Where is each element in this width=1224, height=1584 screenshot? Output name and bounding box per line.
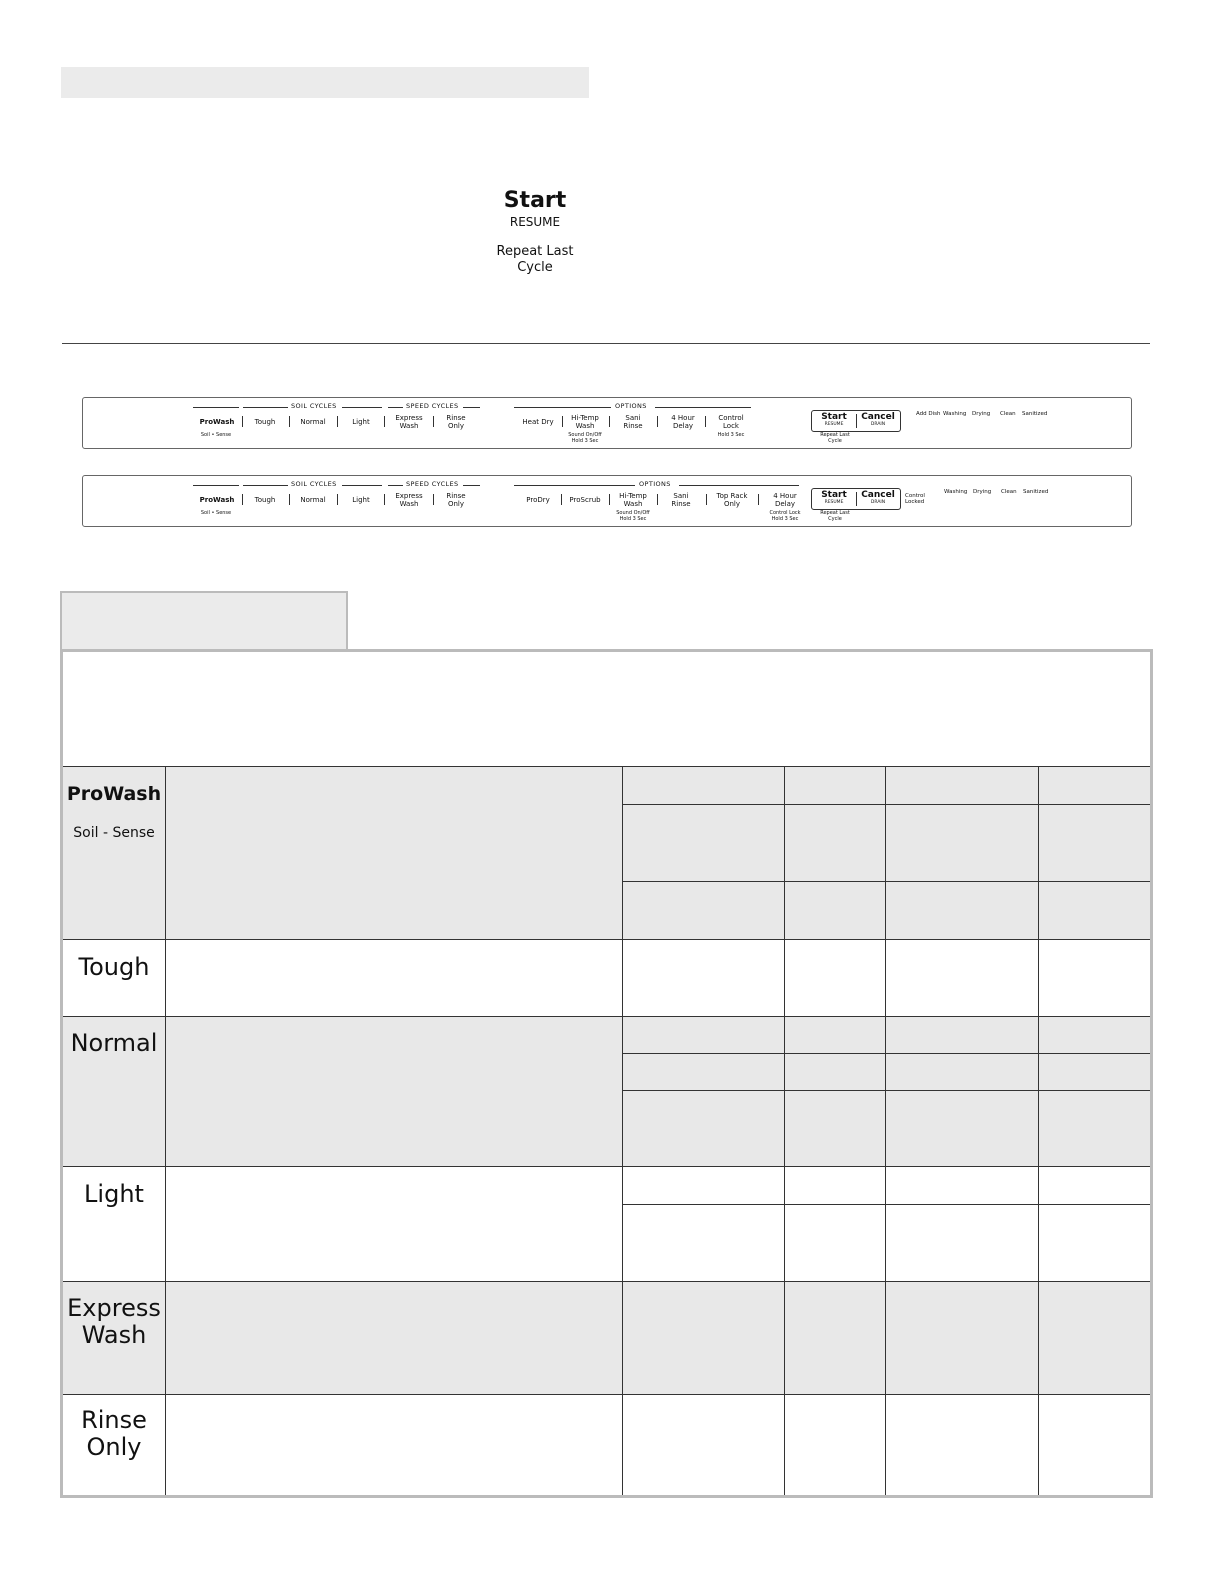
soil-sense-label: Soil • Sense	[200, 510, 232, 516]
express-wash-button[interactable]	[395, 492, 422, 508]
prowash-button[interactable]: ProWash	[199, 418, 235, 426]
status-washing: Washing	[943, 411, 967, 417]
cancel-button[interactable]	[856, 413, 900, 428]
separator	[562, 416, 563, 427]
label-line: Locked	[905, 499, 925, 505]
tough-button[interactable]: Tough	[254, 418, 276, 426]
separator	[609, 494, 610, 505]
cycle-label-express-wash	[63, 1295, 165, 1349]
column-divider	[1038, 766, 1039, 1495]
start-label: Start	[821, 412, 847, 422]
label-line: Cycle	[828, 515, 842, 522]
caption-line	[514, 407, 611, 408]
label-line: Hold 3 Sec	[771, 515, 799, 522]
label-line: 4 Hour	[671, 414, 695, 422]
label-line: Sound On/Off	[616, 510, 650, 516]
start-button[interactable]	[812, 413, 856, 428]
separator	[657, 416, 658, 427]
start-label: Start	[821, 490, 847, 500]
horizontal-divider	[62, 343, 1150, 344]
sound-hold-label	[568, 433, 602, 444]
subrow-divider	[622, 1053, 1150, 1054]
caption-options: OPTIONS	[639, 480, 671, 488]
label-line: Repeat Last	[820, 510, 850, 516]
caption-soil-cycles: SOIL CYCLES	[291, 480, 337, 488]
caption-line	[388, 407, 403, 408]
label-line: Rinse	[446, 414, 466, 422]
separator	[433, 494, 434, 505]
caption-line	[514, 485, 635, 486]
caption-line	[342, 485, 382, 486]
express-wash-button[interactable]	[395, 414, 422, 430]
repeat-last-cycle-label	[460, 244, 610, 276]
caption-line	[193, 485, 239, 486]
separator	[705, 416, 706, 427]
separator	[657, 494, 658, 505]
sound-hold-label	[616, 511, 650, 522]
resume-label: RESUME	[824, 500, 844, 505]
caption-line	[388, 485, 403, 486]
caption-line	[463, 485, 480, 486]
control-panel-1	[82, 397, 1132, 449]
label-line: Cycle	[828, 437, 842, 444]
separator	[609, 416, 610, 427]
proscrub-button[interactable]: ProScrub	[569, 496, 601, 504]
label-line: Only	[447, 422, 465, 430]
repeat-line-1: Repeat Last	[496, 244, 574, 259]
table-header-tab	[60, 591, 348, 649]
separator	[384, 494, 385, 505]
separator	[242, 494, 243, 505]
drain-label: DRAIN	[870, 422, 886, 427]
label-line: Wash	[575, 422, 595, 430]
label-line: Repeat Last	[820, 432, 850, 438]
label-line: Rinse	[446, 492, 466, 500]
row-divider	[63, 1394, 1150, 1395]
label-line: Hi-Temp	[571, 414, 599, 422]
caption-speed-cycles: SPEED CYCLES	[406, 480, 459, 488]
top-rack-only-button[interactable]	[717, 492, 748, 508]
label-line: Control	[905, 493, 925, 499]
status-add-dish: Add Dish	[916, 411, 941, 417]
separator	[561, 494, 562, 505]
repeat-last-cycle-label	[820, 433, 850, 444]
separator	[337, 494, 338, 505]
label-line: Control	[718, 414, 744, 422]
label-line: Rinse	[671, 500, 691, 508]
cycle-label-tough: Tough	[78, 953, 150, 981]
hi-temp-wash-button[interactable]	[571, 414, 599, 430]
row-divider	[63, 1016, 1150, 1017]
normal-button[interactable]: Normal	[300, 418, 326, 426]
control-lock-hold-label	[769, 511, 800, 522]
prowash-button[interactable]: ProWash	[199, 496, 235, 504]
row-divider	[63, 1281, 1150, 1282]
label-line: Wash	[81, 1321, 147, 1349]
column-divider	[885, 766, 886, 1495]
label-line: Wash	[399, 422, 419, 430]
control-lock-button[interactable]	[718, 414, 743, 430]
label-line: Sound On/Off	[568, 432, 602, 438]
label-line: Only	[447, 500, 465, 508]
label-line: Delay	[774, 500, 796, 508]
label-line: Only	[723, 500, 741, 508]
subrow-divider	[622, 1204, 1150, 1205]
caption-speed-cycles: SPEED CYCLES	[406, 402, 459, 410]
label-line: Hold 3 Sec	[619, 515, 647, 522]
cycle-label-normal: Normal	[70, 1029, 158, 1057]
drain-label: DRAIN	[870, 500, 886, 505]
separator	[433, 416, 434, 427]
section-title-bar	[61, 67, 589, 98]
rinse-only-button[interactable]	[446, 492, 465, 508]
start-button-label: Start	[503, 188, 567, 213]
label-line: Express	[395, 492, 423, 500]
soil-sense-label: Soil • Sense	[200, 432, 232, 438]
row-divider	[63, 939, 1150, 940]
label-line: Hold 3 Sec	[571, 437, 599, 444]
caption-soil-cycles: SOIL CYCLES	[291, 402, 337, 410]
status-clean: Clean	[1000, 411, 1016, 417]
caption-line	[342, 407, 382, 408]
start-cancel-button-group	[811, 488, 901, 510]
resume-label: RESUME	[509, 215, 561, 229]
status-sanitized: Sanitized	[1023, 489, 1049, 495]
normal-button[interactable]: Normal	[300, 496, 326, 504]
label-line: Rinse	[623, 422, 643, 430]
label-line: Wash	[623, 500, 643, 508]
caption-line	[463, 407, 480, 408]
heat-dry-button[interactable]: Heat Dry	[522, 418, 554, 426]
light-button[interactable]: Light	[352, 418, 370, 426]
control-locked-indicator	[905, 493, 925, 505]
table-row-normal	[63, 1017, 1150, 1167]
status-washing: Washing	[944, 489, 968, 495]
subrow-divider	[622, 881, 1150, 882]
label-line: Control Lock	[769, 510, 801, 516]
caption-line	[243, 485, 288, 486]
label-line: Sani	[625, 414, 641, 422]
separator	[384, 416, 385, 427]
subrow-divider	[622, 1090, 1150, 1091]
status-clean: Clean	[1001, 489, 1017, 495]
repeat-last-cycle-label	[820, 511, 850, 522]
label-line: Wash	[399, 500, 419, 508]
label-line: Delay	[672, 422, 694, 430]
subrow-divider	[622, 804, 1150, 805]
label-line: Hi-Temp	[619, 492, 647, 500]
status-sanitized: Sanitized	[1022, 411, 1048, 417]
status-drying: Drying	[972, 411, 991, 417]
label-line: Express	[67, 1294, 161, 1322]
cycle-label-light: Light	[84, 1180, 144, 1208]
lock-hold-label: Hold 3 Sec	[717, 432, 745, 438]
caption-line	[655, 407, 751, 408]
repeat-line-2: Cycle	[517, 260, 553, 275]
separator	[289, 494, 290, 505]
resume-label: RESUME	[824, 422, 844, 427]
sani-rinse-button[interactable]	[671, 492, 690, 508]
table-row-prowash	[63, 767, 1150, 939]
cancel-button[interactable]	[856, 491, 900, 506]
table-row-express-wash	[63, 1282, 1150, 1395]
light-button[interactable]: Light	[352, 496, 370, 504]
separator	[242, 416, 243, 427]
cycle-label-soil-sense: Soil - Sense	[73, 825, 155, 841]
4-hour-delay-button[interactable]	[773, 492, 797, 508]
start-button[interactable]	[812, 491, 856, 506]
hi-temp-wash-button[interactable]	[619, 492, 647, 508]
label-line: Lock	[723, 422, 739, 430]
cycle-label-rinse-only	[63, 1407, 165, 1461]
tough-button[interactable]: Tough	[254, 496, 276, 504]
caption-options: OPTIONS	[615, 402, 647, 410]
label-line: Sani	[673, 492, 689, 500]
label-line: 4 Hour	[773, 492, 797, 500]
control-panel-2	[82, 475, 1132, 527]
separator	[758, 494, 759, 505]
row-divider	[63, 766, 1150, 767]
cycle-label-prowash: ProWash	[66, 783, 162, 805]
separator	[337, 416, 338, 427]
separator	[706, 494, 707, 505]
label-line: Top Rack	[716, 492, 748, 500]
column-divider	[165, 766, 166, 1495]
label-line: Only	[86, 1433, 142, 1461]
separator	[289, 416, 290, 427]
label-line: Rinse	[81, 1406, 147, 1434]
caption-line	[679, 485, 799, 486]
column-divider	[784, 766, 785, 1495]
caption-line	[243, 407, 288, 408]
status-drying: Drying	[973, 489, 992, 495]
prodry-button[interactable]: ProDry	[526, 496, 550, 504]
4-hour-delay-button[interactable]	[671, 414, 695, 430]
column-divider	[622, 766, 623, 1495]
sani-rinse-button[interactable]	[623, 414, 642, 430]
start-cancel-button-group	[811, 410, 901, 432]
cancel-label: Cancel	[861, 490, 895, 500]
caption-line	[193, 407, 239, 408]
cancel-label: Cancel	[861, 412, 895, 422]
row-divider	[63, 1166, 1150, 1167]
rinse-only-button[interactable]	[446, 414, 465, 430]
label-line: Express	[395, 414, 423, 422]
